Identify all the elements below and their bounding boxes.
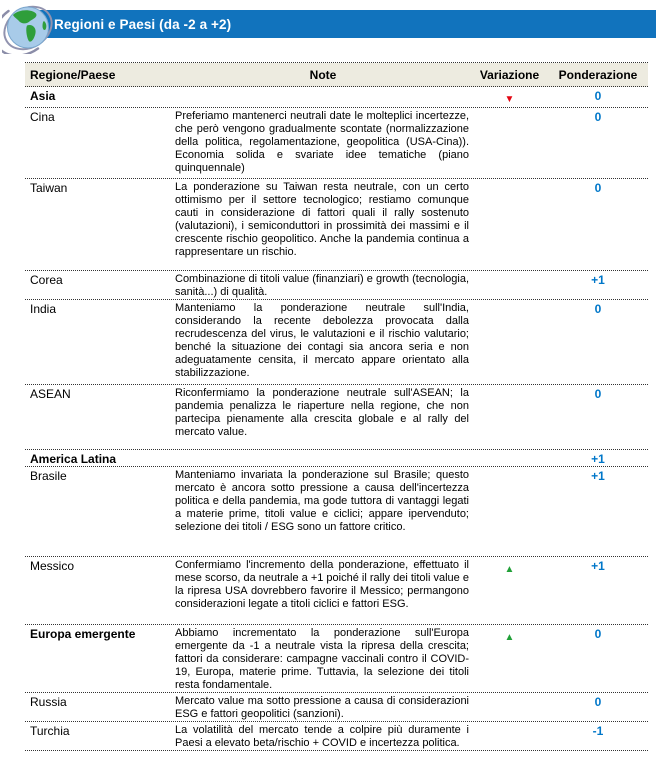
region-note: Combinazione di titoli value (finanziari) e growth (tecnologia, sanità...) di qualità. [175, 273, 469, 298]
region-note: Manteniamo invariata la ponderazione sul Brasile; questo mercato è ancora sotto pressione a causa dell'incertezza politica e della pandemia, ma gode tuttora di vantaggi legati a materie prime, titoli value e ciclici; appare ipervenduto; selezione dei titoli / ESG sono un fattore critico. [175, 469, 469, 533]
region-name: America Latina [30, 452, 117, 466]
region-note [175, 450, 471, 466]
col-header-ponderazione: Ponderazione [558, 67, 638, 82]
region-name: Russia [30, 695, 67, 709]
ponderazione-value: +1 [591, 273, 605, 287]
region-name: India [30, 302, 57, 316]
region-name: Corea [30, 273, 63, 287]
globe-icon [2, 2, 54, 54]
ponderazione-value: 0 [594, 302, 602, 316]
table-row-europa-emergente [25, 625, 648, 693]
regions-table [25, 62, 648, 751]
ponderazione-value: 0 [594, 627, 602, 641]
region-note: Abbiamo incrementato la ponderazione sull'Europa emergente da -1 a neutrale vista la ripresa della crescita; fattori da considerare: campagne vaccinali contro il COVID-19, Europa, materie prime. Tuttavia, la selezione dei titoli resta fondamentale. [175, 627, 469, 691]
ponderazione-value: 0 [594, 695, 602, 709]
region-note: Manteniamo la ponderazione neutrale sull'India, considerando la recente debolezza provocata dalla recrudescenza del virus, le valutazioni e il rischio valutario; benché la situazione dei contagi sia ancora seria e non adeguatamente censita, il mercato appare orientato alla stabilizzazione. [175, 302, 469, 379]
table-row-america-latina [25, 450, 648, 467]
table-row-taiwan [25, 179, 648, 271]
region-name: Brasile [30, 469, 67, 483]
col-header-note: Note [309, 67, 337, 82]
variation-up-icon: ▲ [504, 564, 515, 575]
region-name: Asia [30, 89, 56, 103]
region-name: Turchia [30, 724, 70, 738]
region-note: La volatilità del mercato tende a colpire più duramente i Paesi a elevato beta/rischio + COVID e incertezza politica. [175, 724, 469, 749]
region-name: Europa emergente [30, 627, 136, 641]
table-row-cina [25, 108, 648, 179]
ponderazione-value: 0 [594, 110, 602, 124]
region-name: Messico [30, 559, 75, 573]
variation-up-icon: ▲ [504, 632, 515, 643]
header-banner [30, 10, 656, 38]
table-row-corea [25, 271, 648, 300]
region-name: Cina [30, 110, 55, 124]
ponderazione-value: +1 [591, 452, 605, 466]
table-row-asean [25, 385, 648, 450]
region-note [175, 87, 471, 107]
table-row-russia [25, 693, 648, 722]
table-row-asia [25, 87, 648, 108]
page-title: Regioni e Paesi (da -2 a +2) [54, 16, 232, 32]
region-note: Riconfermiamo la ponderazione neutrale sull'ASEAN; la pandemia penalizza le riaperture nella regione, che non partecipa pienamente alla crescita globale e al rally del mercato value. [175, 387, 469, 438]
ponderazione-value: +1 [591, 559, 605, 573]
ponderazione-value: 0 [594, 181, 602, 195]
region-note: Mercato value ma sotto pressione a causa di considerazioni ESG e fattori geopolitici (sanzioni). [175, 695, 469, 720]
region-name: ASEAN [30, 387, 71, 401]
ponderazione-value: +1 [591, 469, 605, 483]
ponderazione-value: 0 [594, 89, 602, 103]
table-row-india [25, 300, 648, 385]
table-row-turchia [25, 722, 648, 750]
ponderazione-value: -1 [592, 724, 604, 738]
region-note: Confermiamo l'incremento della ponderazione, effettuato il mese scorso, da neutrale a +1 poiché il rally dei titoli value e la ripresa USA dovrebbero favorire il Messico; permangono considerazioni legate a titoli ciclici e fattori ESG. [175, 559, 469, 610]
ponderazione-value: 0 [594, 387, 602, 401]
table-row-brasile [25, 467, 648, 557]
col-header-variazione: Variazione [479, 67, 540, 82]
variation-down-icon: ▼ [504, 94, 515, 105]
region-name: Taiwan [30, 181, 68, 195]
region-note: La ponderazione su Taiwan resta neutrale, con un certo ottimismo per il settore tecnologico; restiamo comunque cauti in considerazione di fattori quali il rally sostenuto (valutazioni), i semiconduttori in prossimità dei massimi e il crescente rischio geopolitico. Anche la pandemia continua a rappresentare un rischio. [175, 181, 469, 258]
table-header-row [25, 63, 648, 87]
table-row-messico [25, 557, 648, 625]
region-note: Preferiamo mantenerci neutrali date le molteplici incertezze, che però vengono gradualmente scontate (normalizzazione della politica, regolamentazione, geopolitica (USA-Cina)). Economia solida e svariate idee tematiche (piano quinquennale) [175, 110, 469, 174]
col-header-regione-paese: Regione/Paese [30, 67, 116, 82]
